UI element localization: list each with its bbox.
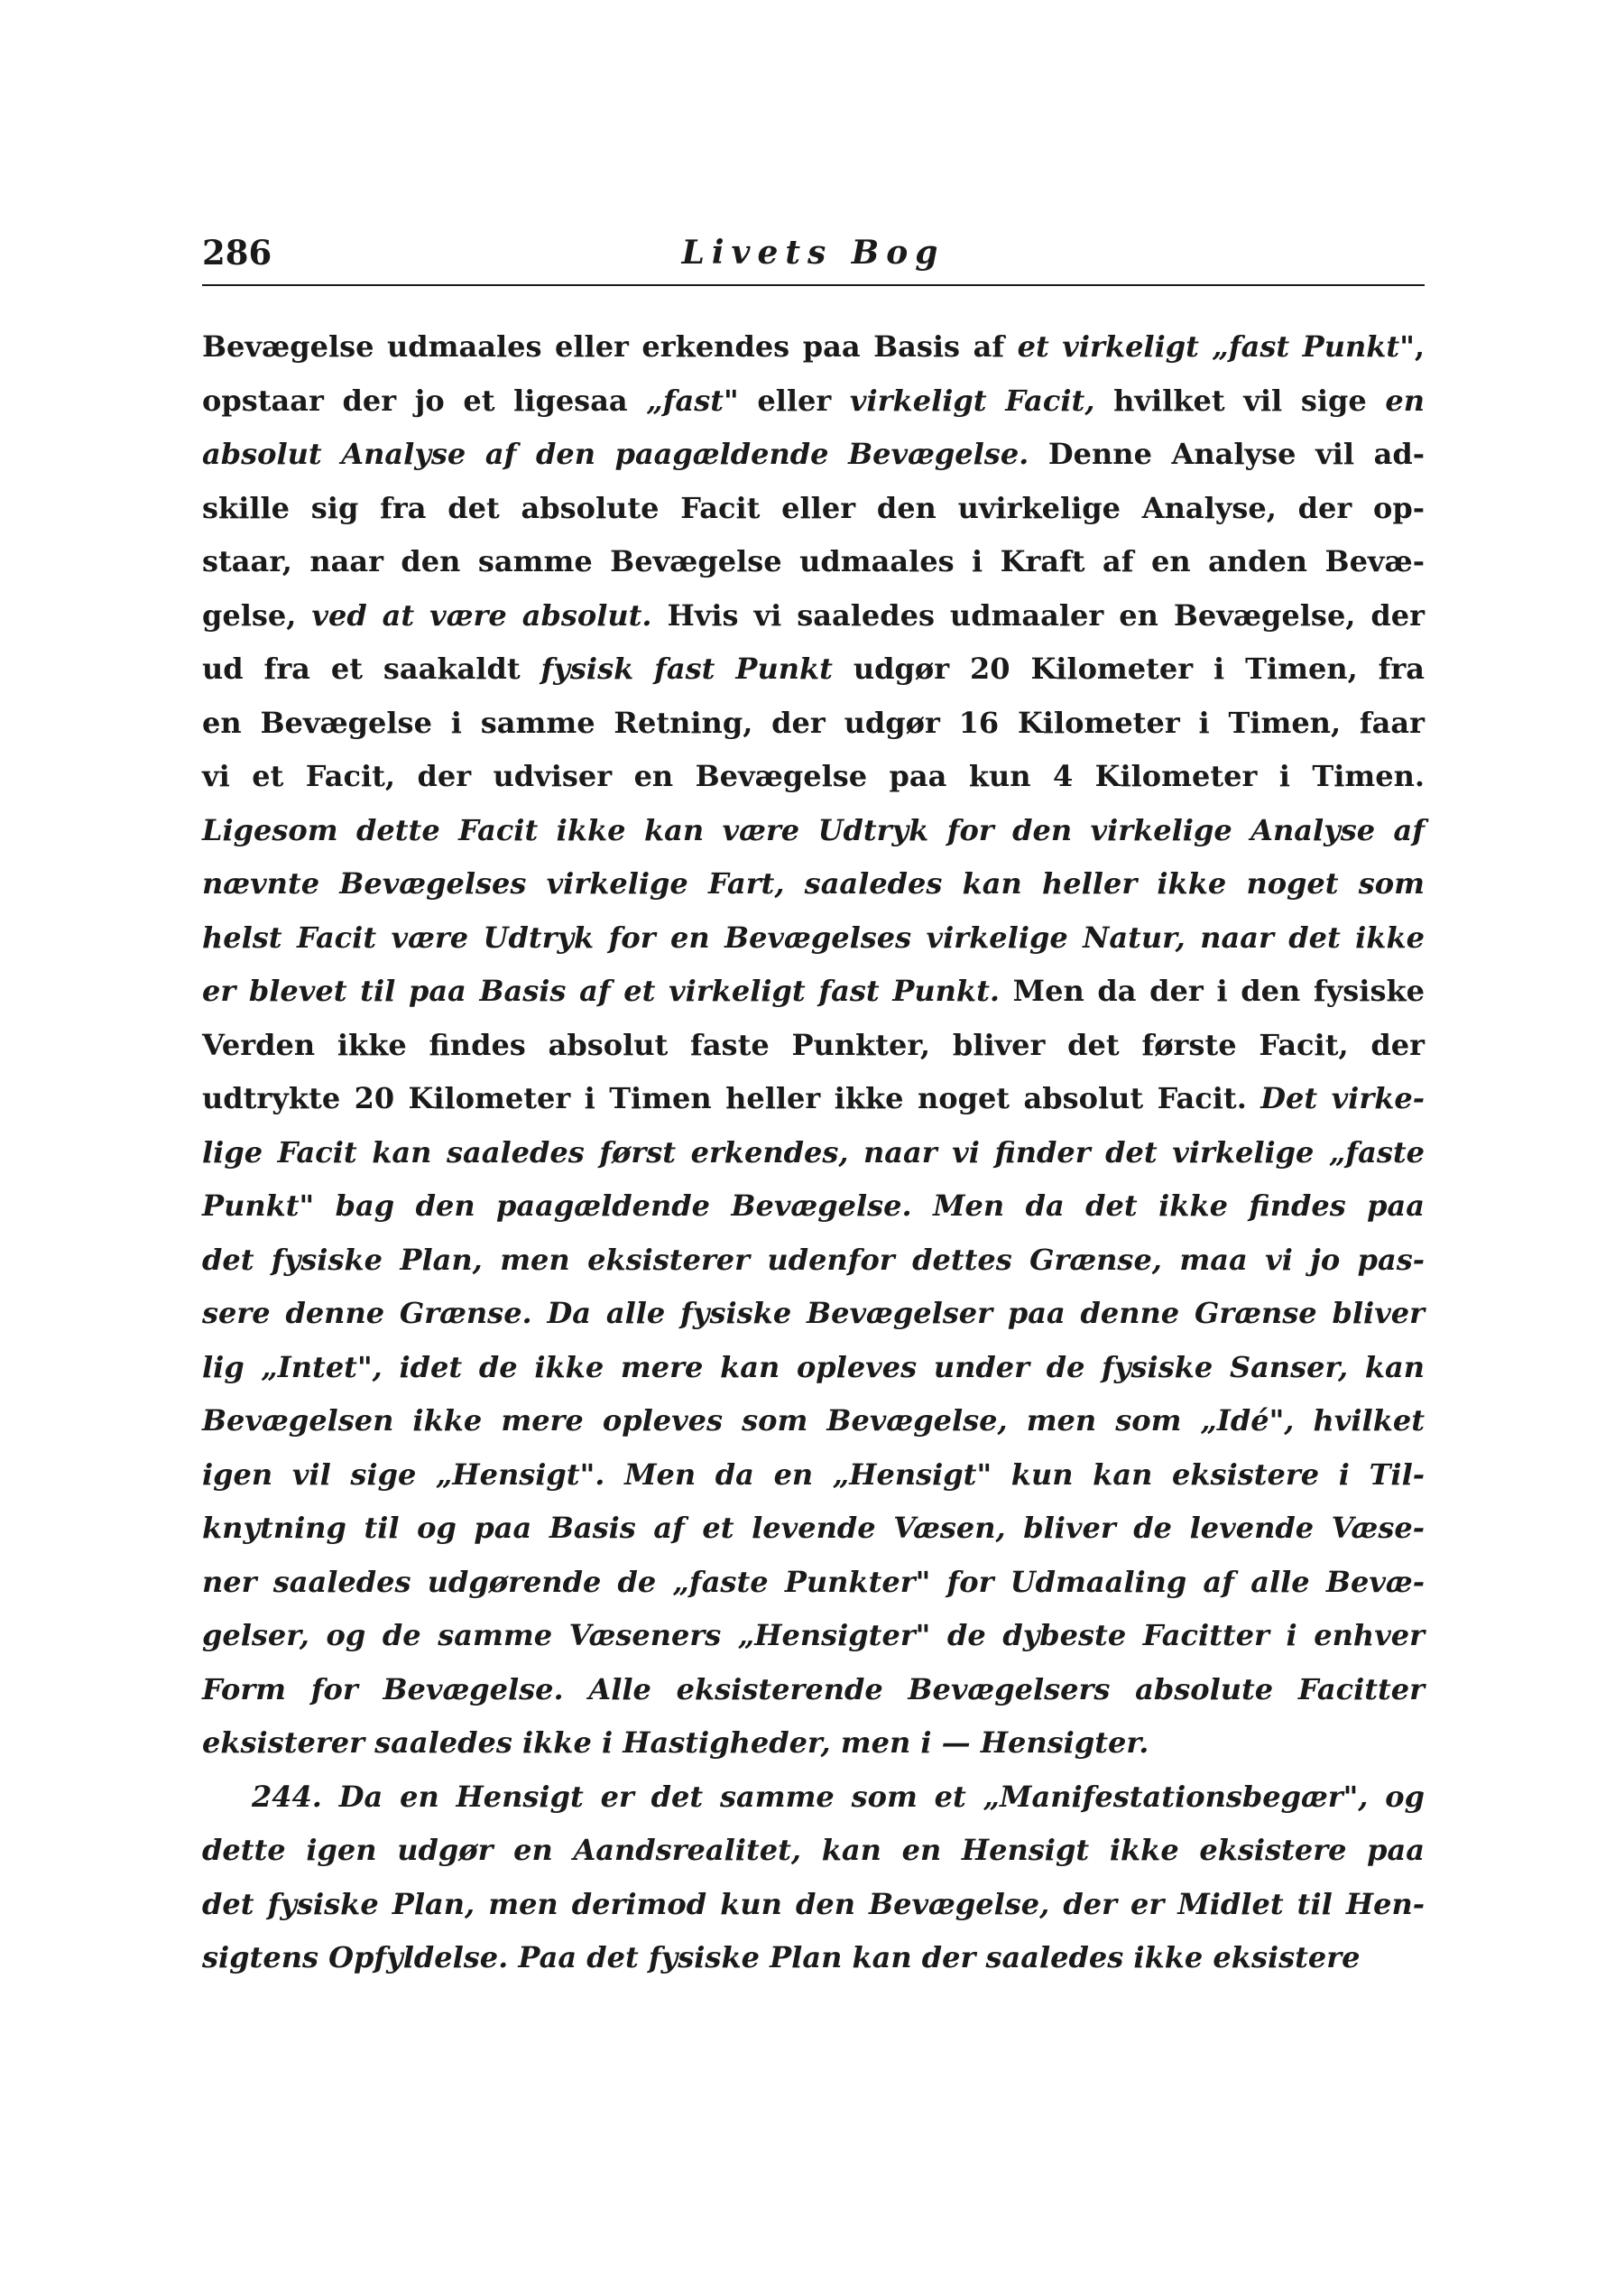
text-run: vi et Facit, der udviser en Bevægelse paa kun 4 Kilometer i Timen. <box>202 759 1425 793</box>
italic-run: lig „Intet", idet de ikke mere kan opleves under de fysiske Sanser, kan <box>202 1349 1425 1384</box>
text-line <box>202 482 1425 536</box>
italic-run: ner saaledes udgørende de „faste Punkter" for Udmaaling af alle Bevæ- <box>202 1564 1425 1599</box>
text-line <box>202 374 1425 429</box>
text-line <box>202 1448 1425 1502</box>
text-line <box>202 320 1425 374</box>
italic-run: virkeligt Facit, <box>849 383 1095 418</box>
text-line <box>202 1878 1425 1932</box>
text-run: Bevægelse udmaales eller erkendes paa Basis af <box>202 329 1018 364</box>
italic-run: dette igen udgør en Aandsrealitet, kan en Hensigt ikke eksistere paa <box>202 1833 1425 1867</box>
italic-run: absolut Analyse af den paagældende Bevægelse. <box>202 437 1029 471</box>
text-run: , <box>1414 329 1426 364</box>
text-run: staar, naar den samme Bevægelse udmaales i Kraft af en anden Bevæ- <box>202 544 1425 578</box>
text-line <box>202 643 1425 697</box>
text-line <box>202 1609 1425 1663</box>
italic-run: igen vil sige „Hensigt". Men da en „Hensigt" kun kan eksistere i Til- <box>202 1456 1425 1492</box>
italic-run: det fysiske Plan, men eksisterer udenfor dettes Grænse, maa vi jo pas- <box>202 1242 1425 1277</box>
running-head <box>202 230 1425 286</box>
text-line <box>202 1716 1425 1771</box>
italic-run: helst Facit være Udtryk for en Bevægelses virkelige Natur, naar det ikke <box>202 920 1425 955</box>
italic-run: fysisk fast Punkt <box>540 652 833 686</box>
text-run: gelse, <box>202 597 312 633</box>
italic-run: et virkeligt „fast Punkt" <box>1017 329 1415 364</box>
text-line <box>202 1663 1425 1717</box>
text-line <box>202 1502 1425 1556</box>
text-line <box>202 1234 1425 1288</box>
italic-run: en <box>1385 383 1426 418</box>
italic-run: sere denne Grænse. Da alle fysiske Bevægelser paa denne Grænse bliver <box>202 1296 1425 1330</box>
text-line <box>202 535 1425 589</box>
text-line <box>202 1126 1425 1180</box>
text-run: ud fra et saakaldt <box>202 652 541 686</box>
text-line <box>202 1771 1425 1825</box>
italic-run: Bevægelsen ikke mere opleves som Bevægelse, men som „Idé", hvilket <box>202 1403 1425 1438</box>
text-line <box>202 1394 1425 1448</box>
italic-run: nævnte Bevægelses virkelige Fart, saaledes kan heller ikke noget som <box>202 866 1425 901</box>
text-line <box>202 589 1425 643</box>
text-line <box>202 965 1425 1019</box>
text-line <box>202 750 1425 804</box>
text-run: en Bevægelse i samme Retning, der udgør 16 Kilometer i Timen, faar <box>202 705 1425 740</box>
text-run: Verden ikke findes absolut faste Punkter, bliver det første Facit, der <box>202 1027 1425 1062</box>
text-run: skille sig fra det absolute Facit eller den uvirkelige Analyse, der op- <box>202 490 1425 525</box>
text-line <box>202 697 1425 751</box>
italic-run: knytning til og paa Basis af et levende Væsen, bliver de levende Væse- <box>202 1511 1425 1545</box>
text-run: eller <box>738 383 850 418</box>
text-line <box>202 911 1425 966</box>
text-line <box>202 1931 1425 1985</box>
italic-run: Det virke- <box>1260 1081 1426 1115</box>
italic-run: gelser, og de samme Væseners „Hensigter" de dybeste Facitter i enhver <box>202 1618 1425 1652</box>
text-run: Denne Analyse vil ad- <box>1029 437 1425 471</box>
text-line <box>202 428 1425 482</box>
text-line <box>202 1072 1425 1126</box>
text-line <box>202 1287 1425 1341</box>
italic-run: lige Facit kan saaledes først erkendes, naar vi finder det virkelige „faste <box>202 1134 1425 1170</box>
italic-run: Form for Bevægelse. Alle eksisterende Bevægelsers absolute Facitter <box>202 1671 1425 1706</box>
text-run: udgør 20 Kilometer i Timen, fra <box>832 652 1426 686</box>
text-line <box>202 1824 1425 1878</box>
body-text <box>202 320 1425 1985</box>
italic-run: ved at være absolut. <box>311 597 652 633</box>
italic-run: eksisterer saaledes ikke i Hastigheder, men i — Hensigter. <box>202 1725 1149 1760</box>
text-run: Hvis vi saaledes udmaaler en Bevægelse, der <box>651 597 1426 633</box>
text-line <box>202 1341 1425 1395</box>
italic-run: sigtens Opfyldelse. Paa det fysiske Plan kan der saaledes ikke eksistere <box>202 1940 1361 1974</box>
italic-run: „fast" <box>646 383 739 418</box>
text-line <box>202 1179 1425 1234</box>
text-run: hvilket vil sige <box>1094 383 1386 418</box>
italic-run: er blevet til paa Basis af et virkeligt fast Punkt. <box>202 974 1001 1008</box>
italic-run: Punkt" bag den paagældende Bevægelse. Men da det ikke findes paa <box>202 1188 1425 1223</box>
running-title: Livets Bog <box>681 234 946 272</box>
italic-run: 244. Da en Hensigt er det samme som et „Manifestationsbegær", og <box>252 1779 1425 1814</box>
italic-run: det fysiske Plan, men derimod kun den Bevægelse, der er Midlet til Hen- <box>202 1886 1425 1921</box>
text-run: udtrykte 20 Kilometer i Timen heller ikke noget absolut Facit. <box>202 1081 1261 1115</box>
text-run: opstaar der jo et ligesaa <box>202 383 647 418</box>
italic-run: Ligesom dette Facit ikke kan være Udtryk for den virkelige Analyse af <box>202 812 1425 847</box>
text-line <box>202 1019 1425 1073</box>
text-line <box>202 857 1425 911</box>
page-number: 286 <box>202 233 272 273</box>
text-line <box>202 804 1425 858</box>
text-run: Men da der i den fysiske <box>1000 974 1426 1008</box>
text-line <box>202 1556 1425 1610</box>
